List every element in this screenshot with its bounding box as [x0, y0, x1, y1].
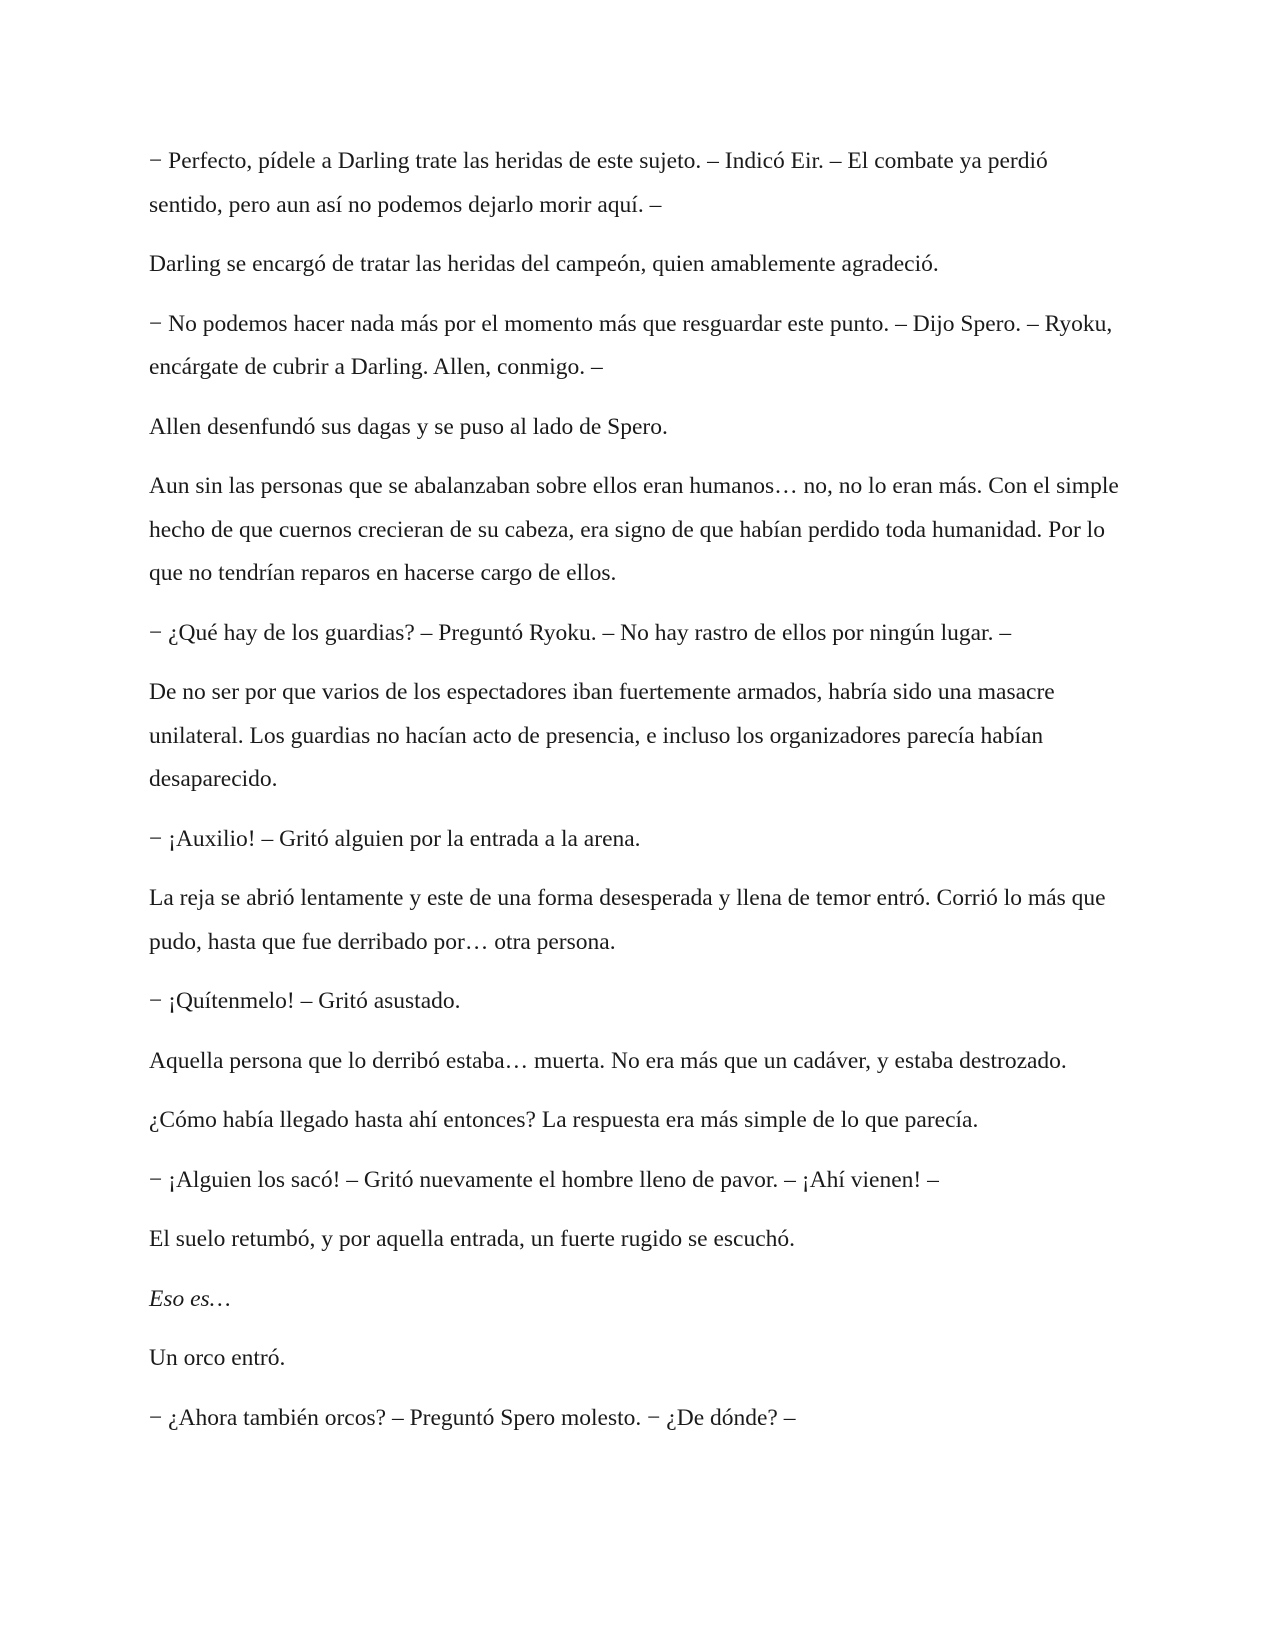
paragraph-4: Allen desenfundó sus dagas y se puso al lado de Spero.	[149, 413, 668, 440]
paragraph-9: La reja se abrió lentamente y este de una forma desesperada y llena de temor entró. Corrió lo más que pudo, hasta que fue derribado por… otra persona.	[149, 885, 1106, 955]
paragraph-3: − No podemos hacer nada más por el momento más que resguardar este punto. – Dijo Spero. – Ryoku, encárgate de cubrir a Darling. Allen, conmigo. –	[149, 310, 1113, 380]
paragraph-15: Eso es…	[149, 1285, 231, 1312]
paragraph-14: El suelo retumbó, y por aquella entrada, un fuerte rugido se escuchó.	[149, 1226, 796, 1252]
paragraph-11: Aquella persona que lo derribó estaba… muerta. No era más que un cadáver, y estaba destrozado.	[149, 1047, 1067, 1074]
paragraph-10: − ¡Quítenmelo! – Gritó asustado.	[149, 988, 461, 1014]
paragraph-16: Un orco entró.	[149, 1345, 286, 1371]
paragraph-2: Darling se encargó de tratar las heridas del campeón, quien amablemente agradeció.	[149, 251, 939, 277]
paragraph-12: ¿Cómo había llegado hasta ahí entonces? La respuesta era más simple de lo que parecía.	[149, 1107, 979, 1133]
paragraph-5: Aun sin las personas que se abalanzaban sobre ellos eran humanos… no, no lo eran más. Con el simple hecho de que cuernos crecieran de su cabeza, era signo de que habían perdido toda humanidad. Por lo que no tendrían reparos en hacerse cargo de ellos.	[149, 473, 1119, 586]
paragraph-17: − ¿Ahora también orcos? – Preguntó Spero molesto. − ¿De dónde? –	[149, 1404, 796, 1431]
paragraph-8: − ¡Auxilio! – Gritó alguien por la entrada a la arena.	[149, 825, 641, 852]
paragraph-13: − ¡Alguien los sacó! – Gritó nuevamente el hombre lleno de pavor. – ¡Ahí vienen! –	[149, 1166, 939, 1193]
document-body	[149, 140, 1119, 1456]
paragraph-1: − Perfecto, pídele a Darling trate las heridas de este sujeto. – Indicó Eir. – El combate ya perdió sentido, pero aun así no podemos dejarlo morir aquí. –	[149, 148, 1048, 218]
paragraph-6: − ¿Qué hay de los guardias? – Preguntó Ryoku. – No hay rastro de ellos por ningún lugar. –	[149, 619, 1012, 646]
paragraph-7: De no ser por que varios de los espectadores iban fuertemente armados, habría sido una masacre unilateral. Los guardias no hacían acto de presencia, e incluso los organizadores parecía habían desaparecido.	[149, 679, 1055, 792]
